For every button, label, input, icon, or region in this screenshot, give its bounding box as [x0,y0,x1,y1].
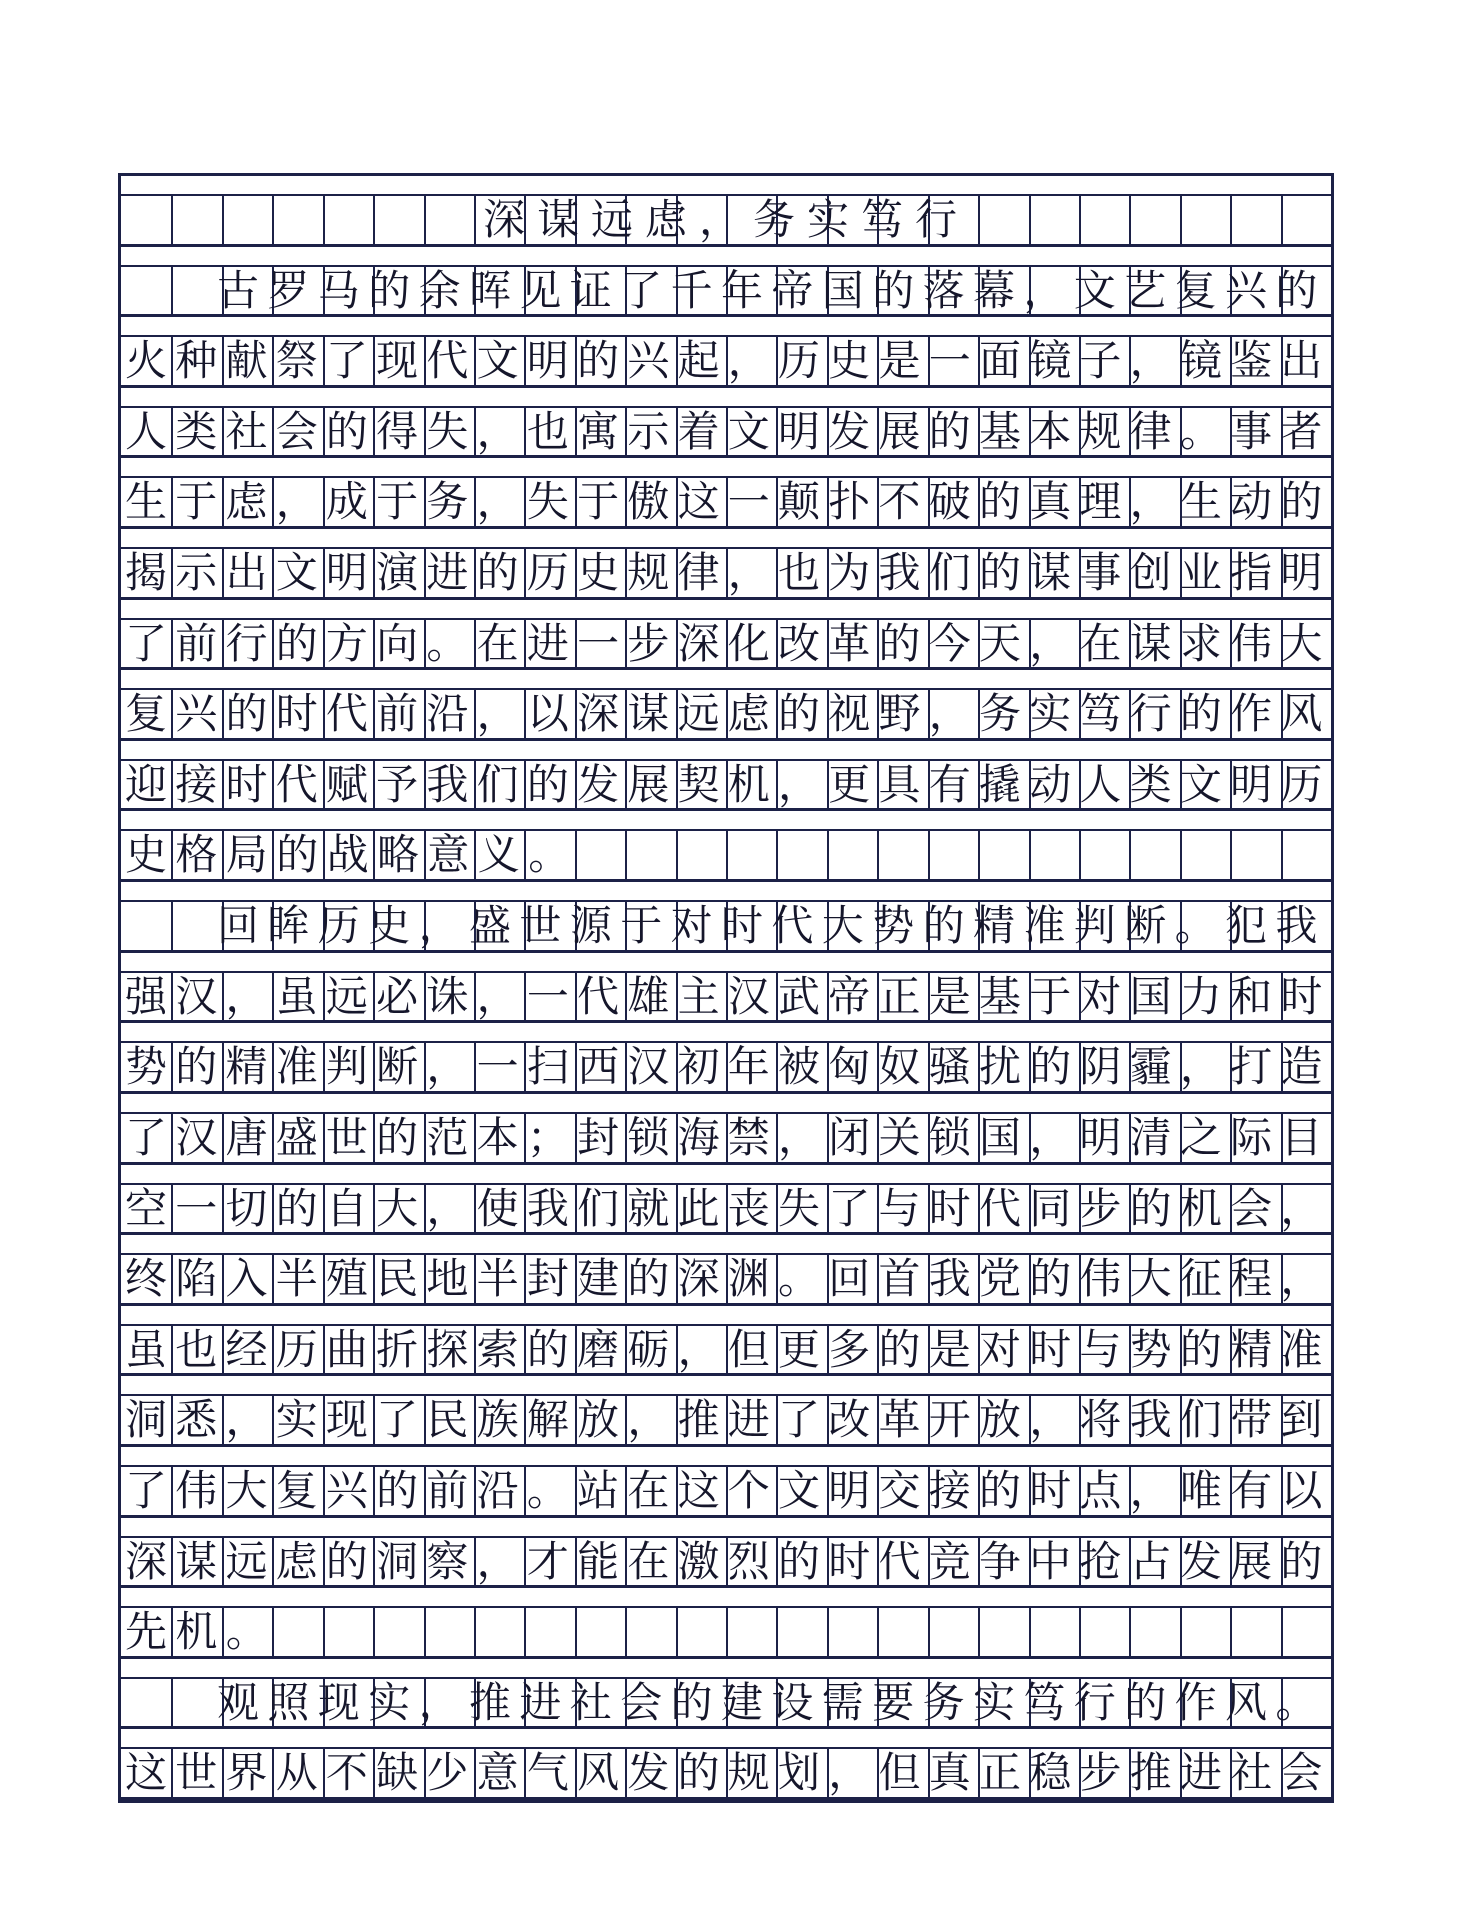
grid-row [121,1023,1331,1094]
essay-title: 深谋远虑，务实笃行 [482,195,969,244]
grid-row [121,529,1331,600]
writing-grid [121,176,1331,1800]
grid-row [121,247,1331,318]
essay-line: 这世界从不缺少意气风发的规划，但真正稳步推进社会 [125,1748,1331,1798]
title-row [121,176,1331,247]
essay-line: 火种献祭了现代文明的兴起，历史是一面镜子，镜鉴出 [125,336,1331,386]
essay-line: 势的精准判断，一扫西汉初年被匈奴骚扰的阴霾，打造 [125,1042,1331,1092]
essay-line: 生于虑，成于务，失于傲这一颠扑不破的真理，生动的 [125,477,1331,527]
grid-row [121,1376,1331,1447]
grid-row [121,1094,1331,1165]
grid-row [121,670,1331,741]
essay-line: 复兴的时代前沿，以深谋远虑的视野，务实笃行的作风 [125,689,1331,739]
essay-line: 强汉，虽远必诛，一代雄主汉武帝正是基于对国力和时 [125,971,1331,1021]
grid-row [121,882,1331,953]
essay-line: 终陷入半殖民地半封建的深渊。回首我党的伟大征程， [125,1254,1331,1304]
essay-line: 空一切的自大，使我们就此丧失了与时代同步的机会， [125,1183,1331,1233]
essay-line: 了伟大复兴的前沿。站在这个文明交接的时点，唯有以 [125,1465,1331,1515]
grid-row [121,1306,1331,1377]
grid-row [121,1235,1331,1306]
grid-row [121,741,1331,812]
essay-line: 观照现实，推进社会的建设需要务实笃行的作风。 [217,1677,1326,1727]
grid-row [121,1165,1331,1236]
grid-row [121,1518,1331,1589]
grid-row [121,600,1331,671]
grid-row [121,317,1331,388]
essay-line: 史格局的战略意义。 [125,830,579,880]
grid-row [121,1447,1331,1518]
essay-line: 先机。 [125,1607,277,1657]
essay-line: 回眸历史，盛世源于对时代大势的精准判断。犯我 [217,901,1326,951]
essay-line: 虽也经历曲折探索的磨砺，但更多的是对时与势的精准 [125,1324,1331,1374]
essay-line: 洞悉，实现了民族解放，推进了改革开放，将我们带到 [125,1395,1331,1445]
essay-line: 人类社会的得失，也寓示着文明发展的基本规律。事者 [125,406,1331,456]
essay-line: 揭示出文明演进的历史规律，也为我们的谋事创业指明 [125,548,1331,598]
grid-row [121,1729,1331,1800]
grid-row [121,388,1331,459]
essay-line: 了前行的方向。在进一步深化改革的今天，在谋求伟大 [125,618,1331,668]
grid-row [121,811,1331,882]
essay-line: 深谋远虑的洞察，才能在激烈的时代竞争中抢占发展的 [125,1536,1331,1586]
grid-row [121,1588,1331,1659]
essay-line: 了汉唐盛世的范本；封锁海禁，闭关锁国，明清之际目 [125,1112,1331,1162]
essay-line: 古罗马的余晖见证了千年帝国的落幕，文艺复兴的 [217,265,1326,315]
essay-line: 迎接时代赋予我们的发展契机，更具有撬动人类文明历 [125,759,1331,809]
essay-grid-sheet [118,173,1334,1803]
grid-row [121,953,1331,1024]
grid-row [121,1659,1331,1730]
grid-row [121,458,1331,529]
